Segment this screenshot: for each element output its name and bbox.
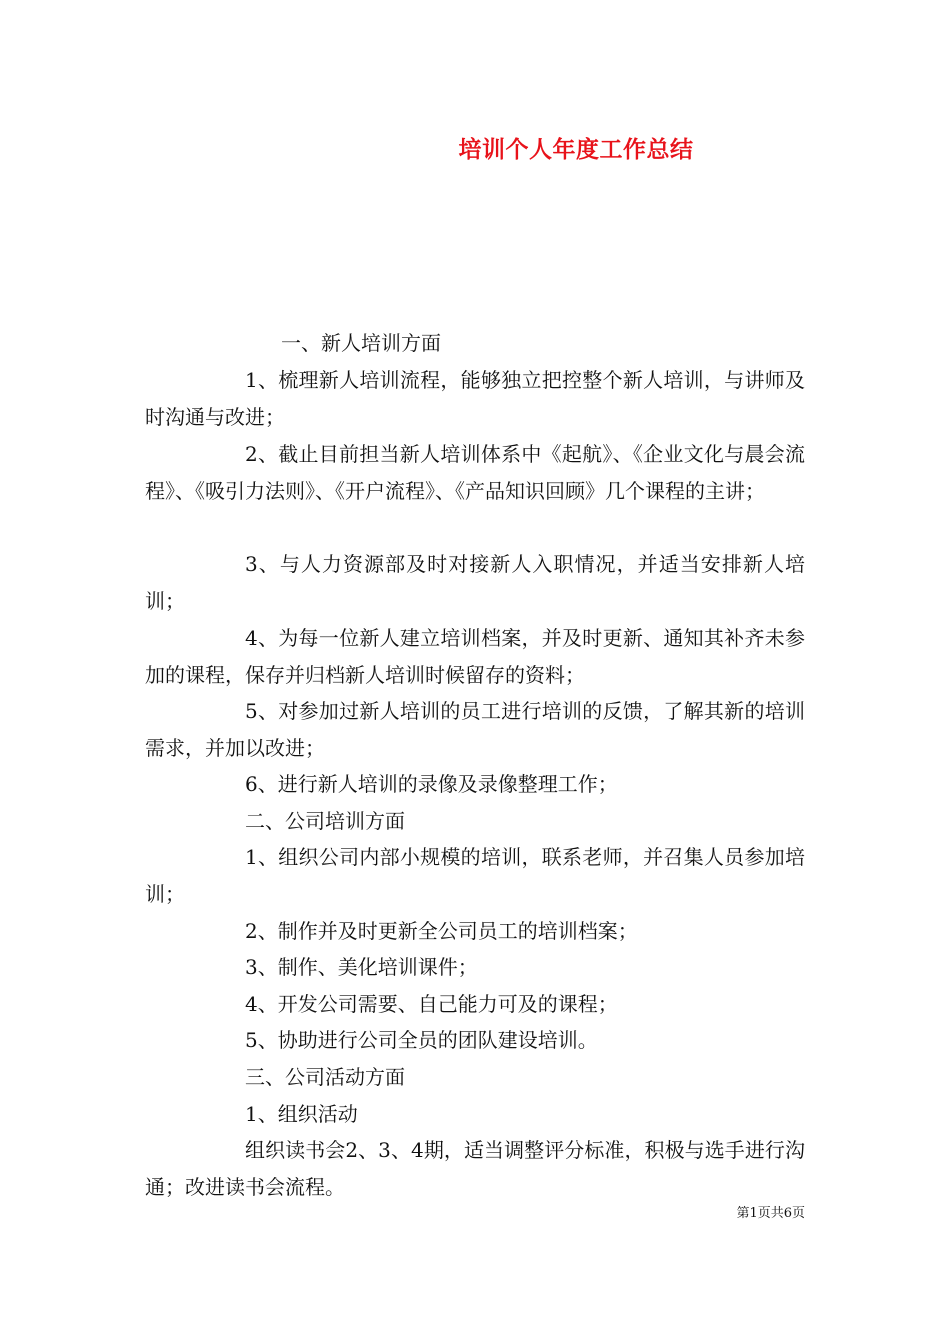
- paragraph: 2、截止目前担当新人培训体系中《起航》、《企业文化与晨会流程》、《吸引力法则》、《开户流程》、《产品知识回顾》几个课程的主讲；: [145, 442, 805, 503]
- paragraph: 组织读书会2、3、4期，适当调整评分标准，积极与选手进行沟通；改进读书会流程。: [145, 1138, 805, 1199]
- paragraph: 5、协助进行公司全员的团队建设培训。: [245, 1028, 598, 1052]
- document-title: 培训个人年度工作总结: [458, 136, 694, 163]
- paragraph: 1、组织公司内部小规模的培训，联系老师，并召集人员参加培训；: [145, 845, 805, 906]
- paragraph: 3、与人力资源部及时对接新人入职情况，并适当安排新人培训；: [145, 552, 805, 613]
- paragraph: 1、梳理新人培训流程，能够独立把控整个新人培训，与讲师及时沟通与改进；: [145, 368, 805, 429]
- paragraph: 4、为每一位新人建立培训档案，并及时更新、通知其补齐未参加的课程，保存并归档新人培训时候留存的资料；: [145, 626, 805, 687]
- paragraph: 5、对参加过新人培训的员工进行培训的反馈，了解其新的培训需求，并加以改进；: [145, 699, 805, 760]
- subsection-heading: 1、组织活动: [245, 1102, 358, 1126]
- page-number-footer: 第1页共6页: [736, 1206, 805, 1221]
- paragraph: 2、制作并及时更新全公司员工的培训档案；: [245, 919, 638, 943]
- section-heading: 二、公司培训方面: [245, 809, 405, 833]
- paragraph: 一、新人培训方面: [281, 331, 441, 355]
- paragraph: 4、开发公司需要、自己能力可及的课程；: [245, 992, 618, 1016]
- paragraph: 3、制作、美化培训课件；: [245, 955, 478, 979]
- paragraph: 6、进行新人培训的录像及录像整理工作；: [245, 772, 618, 796]
- section-heading: 三、公司活动方面: [245, 1065, 405, 1089]
